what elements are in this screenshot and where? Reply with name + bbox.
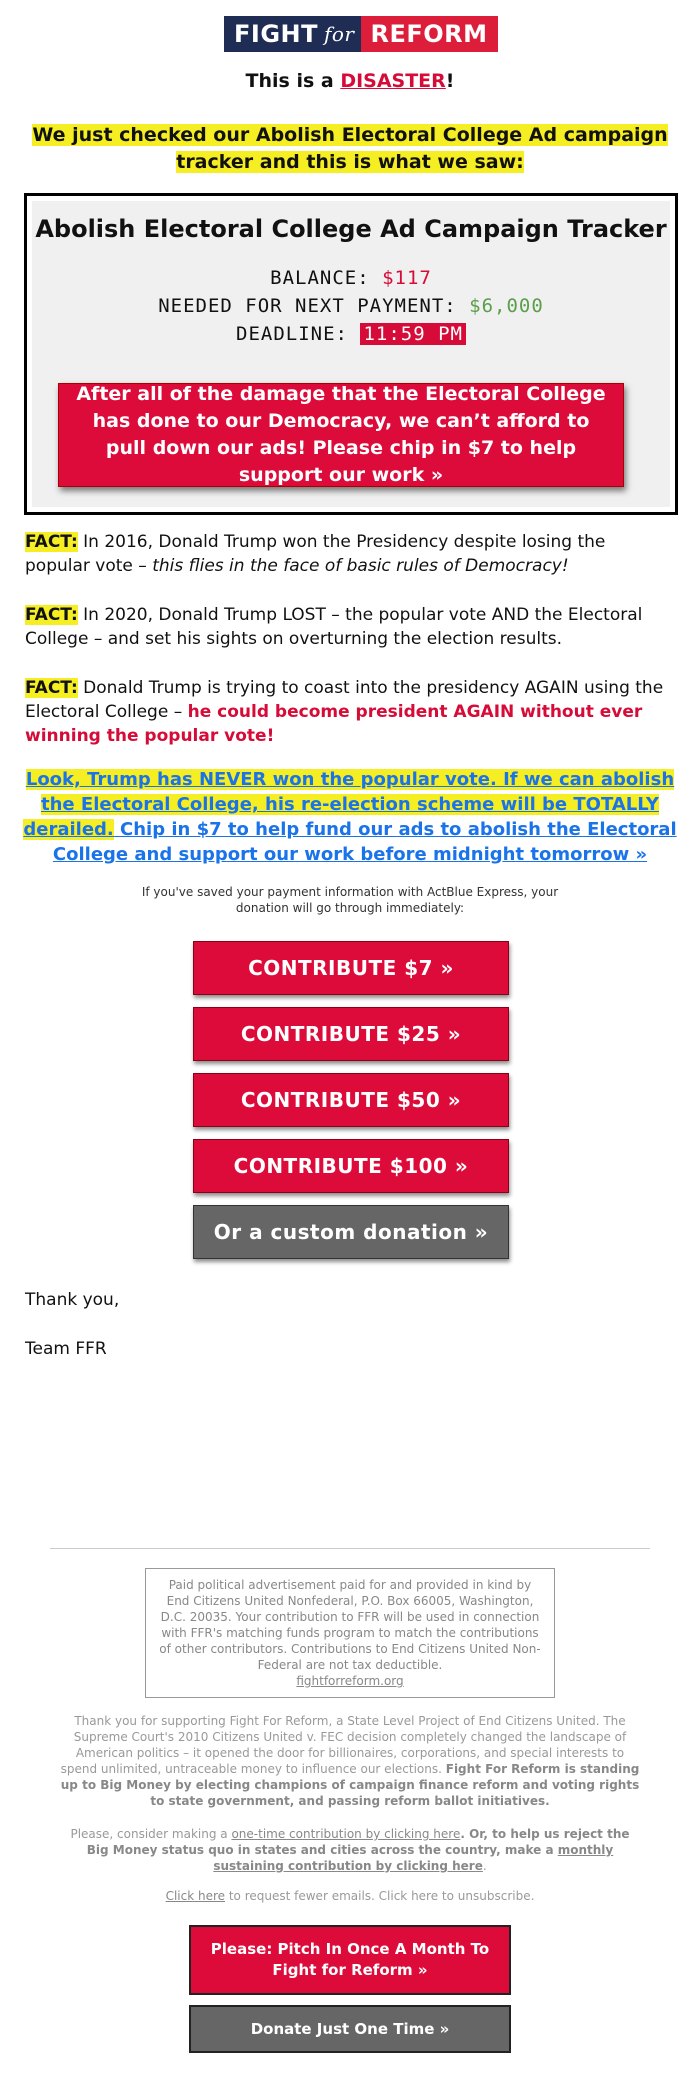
intro-text <box>20 122 680 176</box>
deadline-value: 11:59 PM <box>360 323 466 345</box>
fact-text: Donald Trump is trying to coast into the presidency AGAIN using the Electoral College – <box>25 678 664 722</box>
signoff-thanks: Thank you, <box>25 1290 120 1310</box>
contribute-50-button[interactable]: CONTRIBUTE $50 » <box>193 1073 509 1127</box>
campaign-tracker-box <box>24 193 678 515</box>
headline-suffix: ! <box>445 70 455 92</box>
footer-email-prefs <box>60 1888 640 1904</box>
fact-tag: FACT: <box>25 532 78 552</box>
tracker-title: Abolish Electoral College Ad Campaign Tracker <box>35 215 667 243</box>
fight-for-reform-logo[interactable] <box>224 16 488 52</box>
cta-rest-text: Chip in $7 to help fund our ads to abolish the Electoral College and support our work before midnight tomorrow » <box>52 819 677 865</box>
deadline-line <box>32 323 670 345</box>
fact-emphasis: this flies in the face of basic rules of Democracy! <box>152 556 569 576</box>
consider-mid: . Or, to help us reject the Big Money status quo in states and cities across the country, make a <box>86 1827 630 1857</box>
footer-about-text: Thank you for supporting Fight For Reform, a State Level Project of End Citizens United. The Supreme Court's 2010 Citizens United v. FEC decision completely changed the landscape of American politics – it opened the door for billionaires, corporations, and special interests to spend unlimited, untraceable money to influence our elections. <box>60 1714 627 1776</box>
fact-text: In 2016, Donald Trump won the Presidency despite losing the popular vote – <box>25 532 606 576</box>
balance-label: BALANCE: <box>270 267 383 289</box>
fightforreform-link[interactable]: fightforreform.org <box>296 1674 404 1688</box>
disclaimer-text: Paid political advertisement paid for and provided in kind by End Citizens United Nonfederal, P.O. Box 66005, Washington, D.C. 20035. Your contribution to FFR will be used in connection with FFR's matching funds program to match the contributions of other contributors. Contributions to End Citizens United Non-Federal are not tax deductible. <box>159 1578 541 1672</box>
one-time-contribution-link[interactable]: one-time contribution by clicking here <box>231 1827 461 1841</box>
fact-tag: FACT: <box>25 605 78 625</box>
fewer-emails-link[interactable]: Click here <box>165 1889 226 1903</box>
fewer-emails-text: to request fewer emails. Click here to unsubscribe. <box>225 1889 535 1903</box>
consider-prefix: Please, consider making a <box>70 1827 232 1841</box>
balance-line <box>32 267 670 289</box>
balance-value: $117 <box>382 267 432 289</box>
fact-paragraph-2 <box>25 603 675 651</box>
fact-tag: FACT: <box>25 678 78 698</box>
logo-fight <box>224 16 361 52</box>
logo-reform: REFORM <box>361 16 498 52</box>
monthly-donate-button[interactable]: Please: Pitch In Once A Month To Fight for Reform » <box>189 1925 511 1995</box>
tracker-panel <box>32 201 670 507</box>
one-time-donate-button[interactable]: Donate Just One Time » <box>189 2005 511 2053</box>
fact-text: In 2020, Donald Trump LOST – the popular vote AND the Electoral College – and set his sights on overturning the election results. <box>25 605 643 649</box>
paid-for-disclaimer <box>145 1568 555 1698</box>
contribute-7-button[interactable]: CONTRIBUTE $7 » <box>193 941 509 995</box>
custom-donation-button[interactable]: Or a custom donation » <box>193 1205 509 1259</box>
needed-label: NEEDED FOR NEXT PAYMENT: <box>158 295 470 317</box>
fact-paragraph-3 <box>25 676 675 748</box>
consider-suffix: . <box>482 1859 487 1873</box>
tracker-donate-button[interactable]: After all of the damage that the Electoral College has done to our Democracy, we can’t afford to pull down our ads! Please chip in $7 to help support our work » <box>58 383 624 487</box>
contribute-25-button[interactable]: CONTRIBUTE $25 » <box>193 1007 509 1061</box>
logo-for-text: for <box>323 22 355 46</box>
headline-disaster: DISASTER <box>340 70 446 92</box>
needed-line <box>32 295 670 317</box>
fact-paragraph-1 <box>25 530 675 578</box>
intro-highlight: We just checked our Abolish Electoral College Ad campaign tracker and this is what we saw: <box>32 124 668 173</box>
footer-about-bold: Fight For Reform is standing up to Big Money by electing champions of campaign finance reform and voting rights to state government, and passing reform ballot initiatives. <box>60 1762 640 1808</box>
monthly-contribution-link[interactable]: monthly sustaining contribution by clicking here <box>213 1843 614 1873</box>
contribute-100-button[interactable]: CONTRIBUTE $100 » <box>193 1139 509 1193</box>
deadline-label: DEADLINE: <box>236 323 361 345</box>
headline <box>0 70 700 92</box>
actblue-express-note: If you've saved your payment information with ActBlue Express, your donation will go through immediately: <box>141 885 559 915</box>
signoff-team: Team FFR <box>25 1339 107 1359</box>
fact-bold-red: he could become president AGAIN without ever winning the popular vote! <box>25 702 643 746</box>
footer-consider <box>60 1826 640 1874</box>
footer-divider <box>50 1548 650 1549</box>
headline-prefix: This is a <box>245 70 341 92</box>
needed-value: $6,000 <box>469 295 544 317</box>
call-to-action-link[interactable] <box>22 767 678 867</box>
footer-about <box>60 1713 640 1809</box>
logo-fight-text: FIGHT <box>234 20 318 48</box>
cta-highlighted-text: Look, Trump has NEVER won the popular vote. If we can abolish the Electoral College, his re-election scheme will be TOTALLY derailed. <box>23 769 675 840</box>
